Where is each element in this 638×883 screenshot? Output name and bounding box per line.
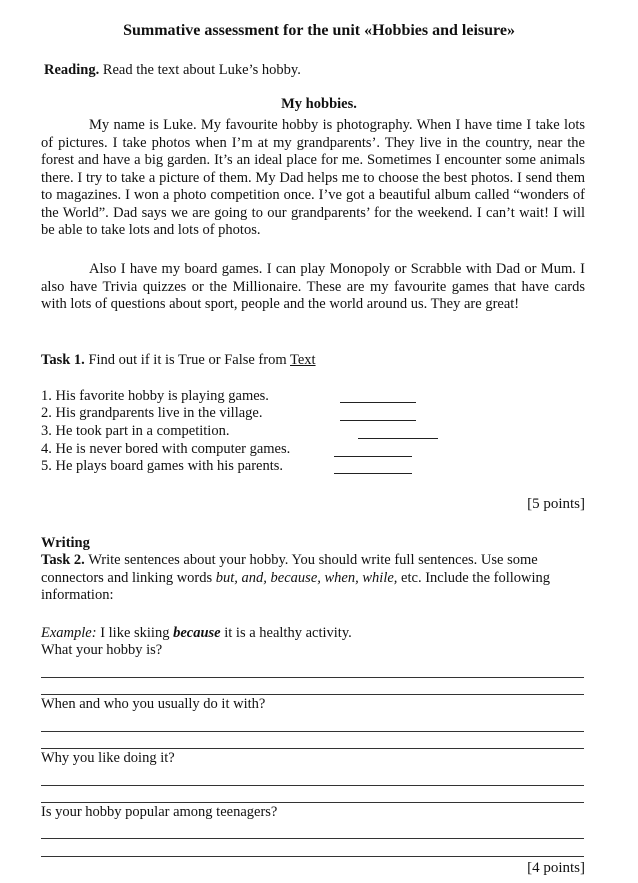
question-3: Why you like doing it? <box>41 750 175 766</box>
answer-line[interactable] <box>41 677 584 678</box>
statement-4: 4. He is never bored with computer games. <box>41 441 291 457</box>
statement-5: 5. He plays board games with his parents. <box>41 458 284 474</box>
paragraph-text: Also I have my board games. I can play Monopoly or Scrabble with Dad or Mum. I also have Trivia quizzes or the Millionaire. These are my favourite games that have cards with lots of questions about sport, people and the world around us. They are great! <box>41 261 585 312</box>
task2-text-a: Write sentences about your hobby. You should write full sentences. Use some connectors and linking words <box>41 552 538 586</box>
example-text-a: I like skiing <box>100 625 170 641</box>
task2-text-b: etc. Include the following information: <box>41 569 551 603</box>
paragraph-text: My name is Luke. My favourite hobby is photography. When I have time I take lots of pictures. I take photos when I’m at my grandparents’. They live in the country, near the forest and have a big garden. It’s an ideal place for me. Sometimes I encounter some animals there. I try to take a picture of them. My Dad helps me to choose the best photos. I send them to magazines. I won a photo competition once. I’ve got a beautiful album called “wonders of the World”. Dad says we are going to our grandparents’ for the weekend. I can’t wait! I will be able to take lots and lots of photos. <box>41 117 585 238</box>
example-label: Example: <box>41 625 97 641</box>
reading-label: Reading. <box>44 62 100 78</box>
example-text-b: it is a healthy activity. <box>224 625 352 641</box>
example-sentence <box>41 625 352 643</box>
answer-blank-4[interactable] <box>334 456 412 457</box>
answer-line[interactable] <box>41 731 584 732</box>
answer-line[interactable] <box>41 856 584 857</box>
answer-line[interactable] <box>41 785 584 786</box>
reading-text: Read the text about Luke’s hobby. <box>102 62 301 78</box>
answer-line[interactable] <box>41 694 584 695</box>
task2-connectors: but, and, because, when, while, <box>215 569 398 586</box>
story-title: My hobbies. <box>281 96 357 112</box>
answer-line[interactable] <box>41 802 584 803</box>
statement-3: 3. He took part in a competition. <box>41 423 230 439</box>
answer-blank-3[interactable] <box>358 438 438 439</box>
writing-heading: Writing <box>41 535 90 551</box>
task1-instruction: Find out if it is True or False from <box>88 352 287 368</box>
question-1: What your hobby is? <box>41 642 163 658</box>
answer-blank-1[interactable] <box>340 402 416 403</box>
question-4: Is your hobby popular among teenagers? <box>41 804 278 820</box>
task2-instructions <box>41 552 586 605</box>
task1-heading <box>41 352 316 370</box>
statement-1: 1. His favorite hobby is playing games. <box>41 388 269 404</box>
answer-blank-5[interactable] <box>334 473 412 474</box>
answer-line[interactable] <box>41 838 584 839</box>
story-paragraph-1 <box>41 117 585 240</box>
task1-points: [5 points] <box>527 496 585 512</box>
page-title: Summative assessment for the unit «Hobbies and leisure» <box>123 22 515 39</box>
example-keyword: because <box>173 625 221 641</box>
text-link: Text <box>290 352 316 368</box>
task2-points: [4 points] <box>527 860 585 876</box>
task2-label: Task 2. <box>41 552 85 568</box>
statement-2: 2. His grandparents live in the village. <box>41 405 263 421</box>
question-2: When and who you usually do it with? <box>41 696 266 712</box>
answer-blank-2[interactable] <box>340 420 416 421</box>
reading-instruction <box>44 62 301 80</box>
story-paragraph-2 <box>41 261 585 314</box>
task1-label: Task 1. <box>41 352 85 368</box>
answer-line[interactable] <box>41 748 584 749</box>
